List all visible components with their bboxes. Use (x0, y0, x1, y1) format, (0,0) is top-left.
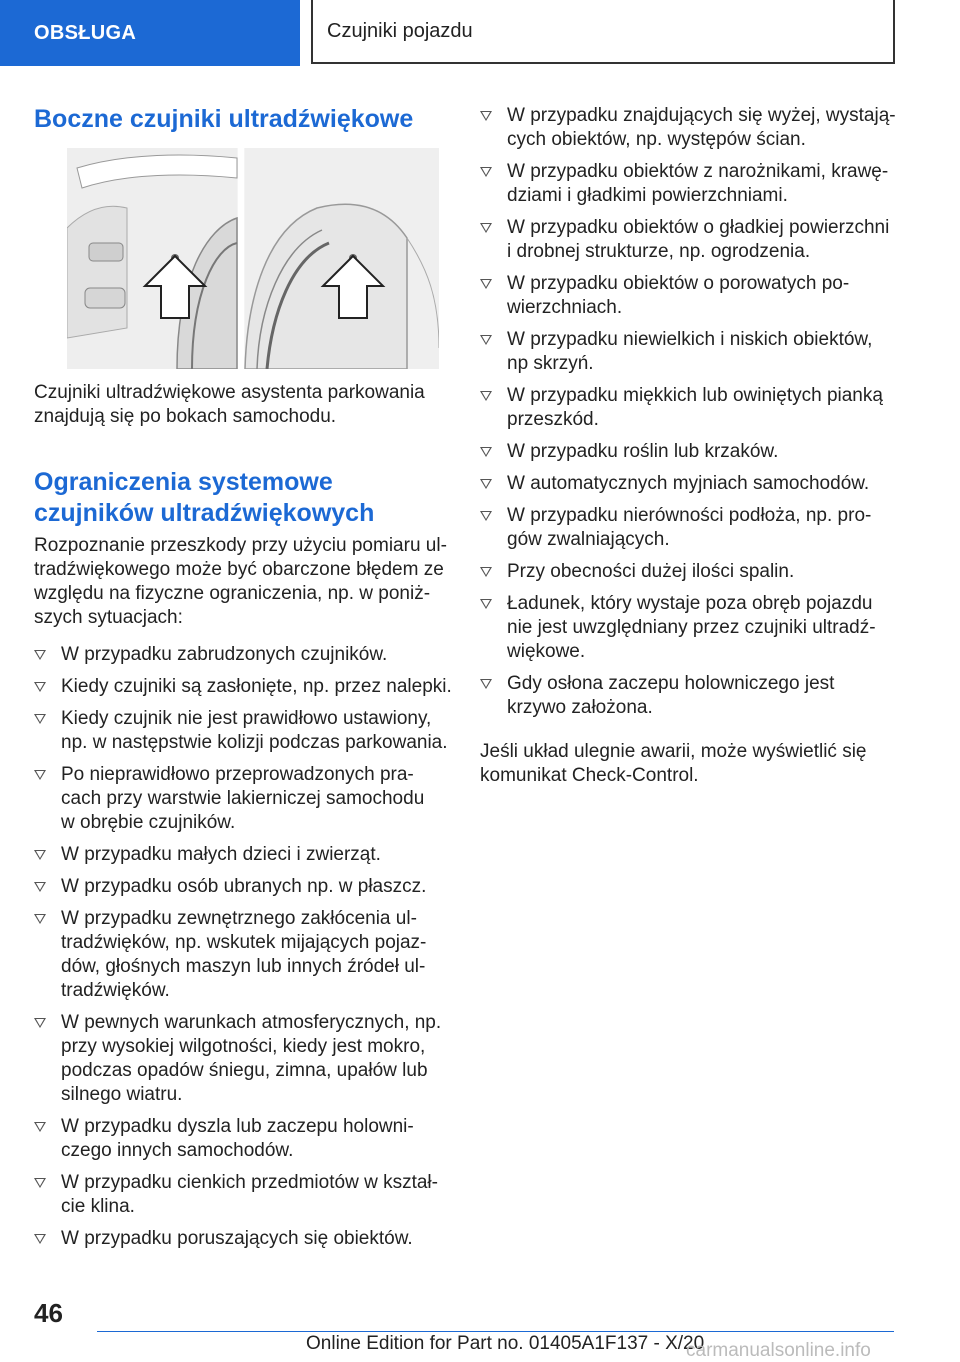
list-item (480, 216, 900, 264)
list-item-text: W pewnych warunkach atmosferycznych, np. (61, 1012, 442, 1033)
list-item (34, 763, 474, 835)
bullet-triangle-icon (480, 111, 492, 121)
list-item-text: W przypadku niewielkich i niskich obiektów, (507, 329, 873, 350)
list-item-text: W przypadku poruszających się obiektów. (61, 1228, 413, 1249)
list-item (480, 328, 900, 376)
list-item (34, 875, 474, 899)
list-item (34, 1115, 474, 1163)
list-item-text: krzywo założona. (507, 697, 653, 718)
list-item (480, 104, 900, 152)
left-panel (67, 148, 237, 369)
bullet-triangle-icon (480, 599, 492, 609)
bullet-triangle-icon (34, 682, 46, 692)
list-item (480, 472, 900, 496)
list-item-text: W przypadku obiektów o porowatych po‐ (507, 273, 850, 294)
list-item-text: W przypadku nierówności podłoża, np. pro‐ (507, 505, 872, 526)
list-item-text: Po nieprawidłowo przeprowadzonych pra‐ (61, 764, 414, 785)
list-item-text: W przypadku osób ubranych np. w płaszcz. (61, 876, 427, 897)
list-item-text: W przypadku obiektów o gładkiej powierzchni (507, 217, 890, 238)
list-item-text: gów zwalniających. (507, 529, 670, 550)
list-item-text: W przypadku dyszla lub zaczepu holowni‐ (61, 1116, 414, 1137)
list-item-text: w obrębie czujników. (61, 812, 236, 833)
bullet-triangle-icon (34, 1122, 46, 1132)
closing-note: Jeśli układ ulegnie awarii, może wyświetlić się komunikat Check-Control. (480, 741, 867, 786)
figure-caption: Czujniki ultradźwiękowe asystenta parkowania znajdują się po bokach samochodu. (34, 382, 425, 427)
list-item-text: W przypadku małych dzieci i zwierząt. (61, 844, 381, 865)
list-item-text: silnego wiatru. (61, 1084, 183, 1105)
list-item (34, 675, 474, 699)
list-item-text: podczas opadów śniegu, zimna, upałów lub (61, 1060, 428, 1081)
limitations-intro: Rozpoznanie przeszkody przy użyciu pomiaru ul‐ tradźwiękowego może być obarczone błędem ze względu na fizyczne ograniczenia, np. w poniż‐ szych sytuacjach: (34, 535, 447, 628)
list-item-text: wierzchniach. (507, 297, 623, 318)
bullet-triangle-icon (480, 679, 492, 689)
list-item-text: Gdy osłona zaczepu holowniczego jest (507, 673, 835, 694)
list-item (34, 643, 474, 667)
list-item-text: cych obiektów, np. występów ścian. (507, 129, 806, 150)
list-item-text: np. w następstwie kolizji podczas parkowania. (61, 732, 448, 753)
list-item-text: W przypadku znajdujących się wyżej, wystają‐ (507, 105, 896, 126)
bullet-triangle-icon (34, 650, 46, 660)
list-item (480, 672, 900, 720)
bullet-triangle-icon (34, 1234, 46, 1244)
bullet-triangle-icon (480, 479, 492, 489)
list-item-text: Kiedy czujnik nie jest prawidłowo ustawiony, (61, 708, 432, 729)
list-item (480, 160, 900, 208)
list-item (34, 907, 474, 1003)
list-item (480, 440, 900, 464)
list-item-text: i drobnej strukturze, np. ogrodzenia. (507, 241, 811, 262)
bullet-triangle-icon (34, 914, 46, 924)
list-item (480, 592, 900, 664)
bullet-triangle-icon (480, 223, 492, 233)
bullet-triangle-icon (480, 447, 492, 457)
list-item (480, 272, 900, 320)
list-item-text: W przypadku obiektów z narożnikami, krawę‐ (507, 161, 889, 182)
list-item-text: W przypadku roślin lub krzaków. (507, 441, 779, 462)
list-item-text: cach przy warstwie lakierniczej samochodu (61, 788, 425, 809)
list-item (480, 504, 900, 552)
section-title-limitations: Ograniczenia systemowe czujników ultradźwiękowych (34, 468, 375, 527)
chapter-title: Czujniki pojazdu (311, 0, 895, 64)
list-item-text: cie klina. (61, 1196, 135, 1217)
list-item-text: czego innych samochodów. (61, 1140, 294, 1161)
list-item-text: Kiedy czujniki są zasłonięte, np. przez nalepki. (61, 676, 452, 697)
list-item-text: tradźwięków, np. wskutek mijających pojaz‐ (61, 932, 427, 953)
bullet-triangle-icon (480, 511, 492, 521)
list-item-text: tradźwięków. (61, 980, 170, 1001)
list-item-text: przeszkód. (507, 409, 599, 430)
footer-divider (97, 1331, 894, 1332)
list-item-text: dziami i gładkimi powierzchniami. (507, 185, 788, 206)
bullet-triangle-icon (480, 335, 492, 345)
list-item-text: Ładunek, który wystaje poza obręb pojazdu (507, 593, 873, 614)
bullet-triangle-icon (480, 567, 492, 577)
section-title-side-sensors: Boczne czujniki ultradźwiękowe (34, 105, 414, 133)
list-item-text: W automatycznych myjniach samochodów. (507, 473, 870, 494)
list-item (480, 384, 900, 432)
section-tab: OBSŁUGA (0, 0, 300, 66)
list-item-text: więkowe. (507, 641, 586, 662)
list-item (34, 707, 474, 755)
bullet-triangle-icon (34, 1178, 46, 1188)
list-item-text: W przypadku zewnętrznego zakłócenia ul‐ (61, 908, 417, 929)
list-item-text: np skrzyń. (507, 353, 594, 374)
bullet-triangle-icon (34, 850, 46, 860)
page-number: 46 (34, 1298, 63, 1328)
bullet-triangle-icon (34, 1018, 46, 1028)
limitations-list-right (480, 104, 900, 728)
list-item-text: W przypadku zabrudzonych czujników. (61, 644, 388, 665)
list-item-text: W przypadku miękkich lub owiniętych pianką (507, 385, 883, 406)
bullet-triangle-icon (480, 391, 492, 401)
bullet-triangle-icon (34, 882, 46, 892)
bullet-triangle-icon (480, 279, 492, 289)
list-item-text: dów, głośnych maszyn lub innych źródeł ul‐ (61, 956, 426, 977)
list-item (34, 1227, 474, 1251)
list-item (480, 560, 900, 584)
side-sensor-figure (67, 148, 439, 369)
list-item-text: nie jest uwzględniany przez czujniki ultradź‐ (507, 617, 876, 638)
list-item-text: Przy obecności dużej ilości spalin. (507, 561, 795, 582)
list-item (34, 1171, 474, 1219)
watermark: carmanualsonline.info (686, 1340, 871, 1361)
list-item (34, 843, 474, 867)
list-item-text: W przypadku cienkich przedmiotów w kształ‐ (61, 1172, 438, 1193)
page-header (0, 0, 960, 66)
list-item (34, 1011, 474, 1107)
bullet-triangle-icon (34, 770, 46, 780)
bullet-triangle-icon (480, 167, 492, 177)
list-item-text: przy wysokiej wilgotności, kiedy jest mokro, (61, 1036, 426, 1057)
limitations-list-left (34, 643, 474, 1259)
bullet-triangle-icon (34, 714, 46, 724)
edition-note: Online Edition for Part no. 01405A1F137 - X/20 (306, 1333, 705, 1354)
right-panel (245, 148, 439, 369)
